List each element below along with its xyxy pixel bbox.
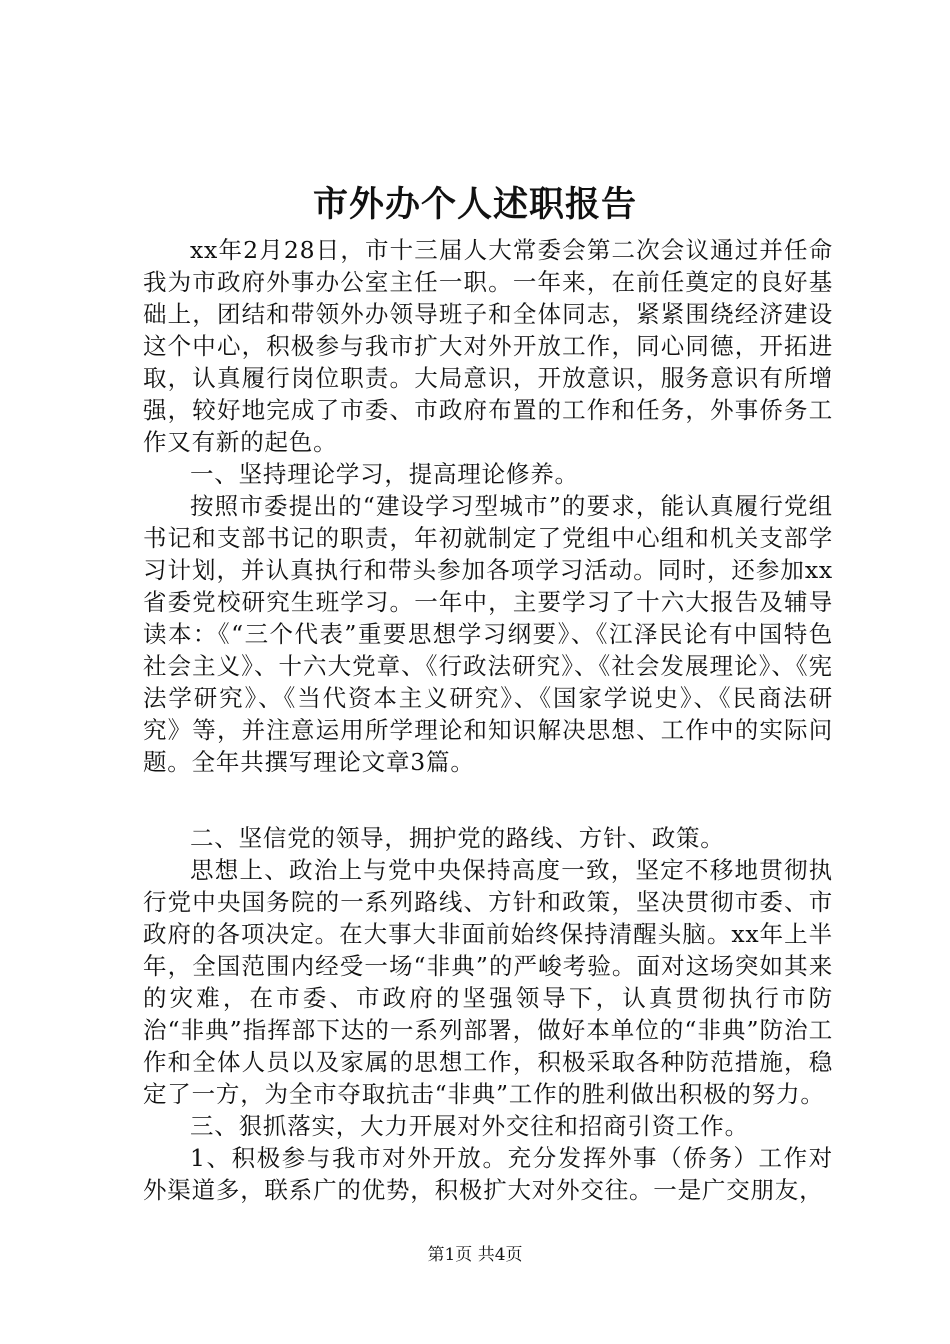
page-footer: 第1页 共4页 [427,1245,523,1265]
paragraph-section-2: 思想上、政治上与党中央保持高度一致，坚定不移地贯彻执行党中央国务院的一系列路线、方针和政策，坚决贯彻市委、市政府的各项决定。在大事大非面前始终保持清醒头脑。xx年上半年，全国范围内经受一场“非典”的严峻考验。面对这场突如其来的灾难，在市委、市政府的坚强领导下，认真贯彻执行市防治“非典”指挥部下达的一系列部署，做好本单位的“非典”防治工作和全体人员以及家属的思想工作，积极采取各种防范措施，稳定了一方，为全市夺取抗击“非典”工作的胜利做出积极的努力。 [143,856,833,1108]
paragraph-gap [143,778,833,822]
paragraph-section-3-item-1: 1、积极参与我市对外开放。充分发挥外事（侨务）工作对外渠道多，联系广的优势，积极扩大对外交往。一是广交朋友， [143,1144,833,1204]
section-heading-1: 一、坚持理论学习，提高理论修养。 [190,460,579,488]
paragraph-section-1: 按照市委提出的“建设学习型城市”的要求，能认真履行党组书记和支部书记的职责，年初就制定了党组中心组和机关支部学习计划，并认真执行和带头参加各项学习活动。同时，还参加xx省委党校研究生班学习。一年中，主要学习了十六大报告及辅导读本：《“三个代表”重要思想学习纲要》、《江泽民论有中国特色社会主义》、十六大党章、《行政法研究》、《社会发展理论》、《宪法学研究》、《当代资本主义研究》、《国家学说史》、《民商法研究》等，并注意运用所学理论和知识解决思想、工作中的实际问题。全年共撰写理论文章3篇。 [143,492,833,776]
paragraph-intro: xx年2月28日，市十三届人大常委会第二次会议通过并任命我为市政府外事办公室主任一职。一年来，在前任奠定的良好基础上，团结和带领外办领导班子和全体同志，紧紧围绕经济建设这个中心，积极参与我市扩大对外开放工作，同心同德，开拓进取，认真履行岗位职责。大局意识，开放意识，服务意识有所增强，较好地完成了市委、市政府布置的工作和任务，外事侨务工作又有新的起色。 [143,236,833,456]
section-heading-2: 二、坚信党的领导，拥护党的路线、方针、政策。 [190,824,725,852]
page-title: 市外办个人述职报告 [312,184,637,225]
document-body [143,234,833,1206]
section-heading-3: 三、狠抓落实，大力开展对外交往和招商引资工作。 [190,1112,749,1140]
